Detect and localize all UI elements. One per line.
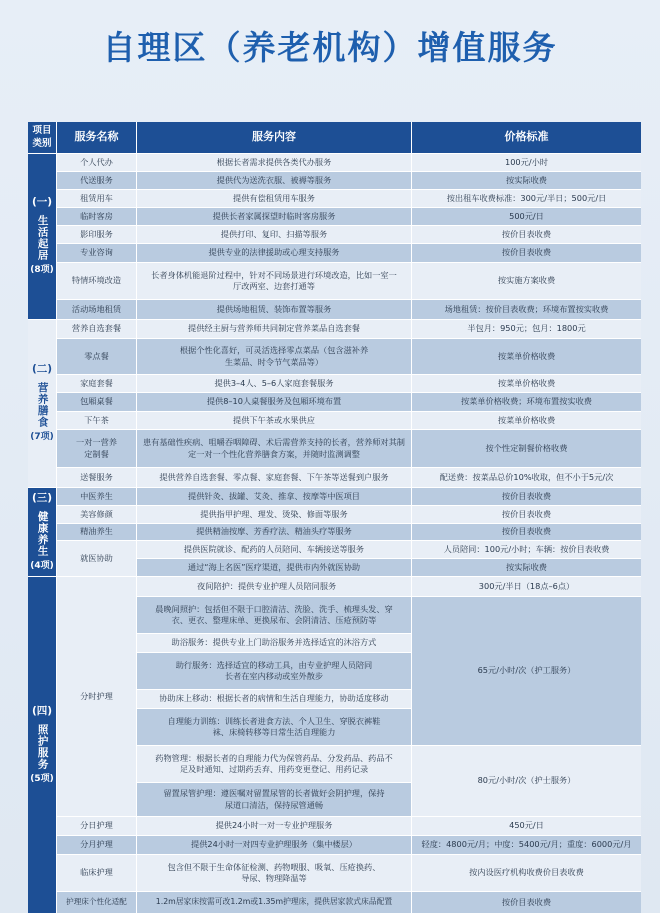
- service-name: 活动场地租赁: [57, 300, 136, 319]
- service-name: 送餐服务: [57, 468, 136, 487]
- table-row: [28, 855, 641, 891]
- table-row: [28, 172, 641, 189]
- service-price: 按菜单价格收费: [412, 339, 641, 374]
- service-price: 按价目表收费: [412, 524, 641, 540]
- category-count: (5项): [30, 773, 54, 784]
- service-price: 100元/小时: [412, 154, 641, 171]
- table-row: [28, 468, 641, 487]
- service-price: 场地租赁：按价目表收费；环境布置按实收费: [412, 300, 641, 319]
- table-row: [28, 559, 641, 576]
- table-row: [28, 320, 641, 338]
- service-name: 下午茶: [57, 412, 136, 429]
- service-content: 提供经主厨与营养师共同制定营养菜品自选套餐: [137, 320, 411, 338]
- service-price: 按价目表收费: [412, 226, 641, 243]
- service-price: 按实际收费: [412, 172, 641, 189]
- service-content: 根据个性化喜好，可灵活选择零点菜品（包含滋补养生菜品、时令节气菜品等）: [137, 339, 411, 374]
- service-price: 按内设医疗机构收费价目表收费: [412, 855, 641, 891]
- service-name: 护理床个性化适配: [57, 892, 136, 913]
- header-price: 价格标准: [412, 122, 641, 153]
- table-row: [28, 244, 641, 262]
- service-content: 提供打印、复印、扫描等服务: [137, 226, 411, 243]
- table-row: [28, 541, 641, 558]
- category-name: 营养膳食: [36, 382, 49, 429]
- service-name: 租赁用车: [57, 190, 136, 207]
- table-row: [28, 208, 641, 225]
- service-name: 影印服务: [57, 226, 136, 243]
- service-price: 按价目表收费: [412, 244, 641, 262]
- service-name: 精油养生: [57, 524, 136, 540]
- service-name: 一对一营养定制餐: [57, 430, 136, 467]
- service-name: 特情环境改造: [57, 263, 136, 299]
- table-row: [28, 154, 641, 171]
- table-header: [28, 122, 641, 153]
- service-name: 代送服务: [57, 172, 136, 189]
- service-price: 轻度：4800元/月；中度：5400元/月；重度：6000元/月: [412, 836, 641, 854]
- service-content: 提供3–4人、5–6人家庭套餐服务: [137, 375, 411, 392]
- category-count: (7项): [30, 432, 54, 443]
- service-name: 零点餐: [57, 339, 136, 374]
- service-content: 留置尿管护理：遵医嘱对留置尿管的长者做好会阴护理，保持尿道口清洁，保持尿管通畅: [137, 783, 411, 816]
- service-price: 半包月：950元；包月：1800元: [412, 320, 641, 338]
- service-price: 65元/小时/次（护工服务）: [412, 597, 641, 745]
- service-name: 营养自选套餐: [57, 320, 136, 338]
- service-content: 协助床上移动：根据长者的病情和生活自理能力，协助适度移动: [137, 690, 411, 708]
- service-table: [28, 122, 641, 913]
- service-price: 按价目表收费: [412, 892, 641, 913]
- service-price: 500元/日: [412, 208, 641, 225]
- service-price: 80元/小时/次（护士服务）: [412, 746, 641, 816]
- service-price: 按价目表收费: [412, 488, 641, 505]
- table-row: [28, 430, 641, 467]
- table-row: [28, 339, 641, 374]
- service-content: 提供场地租赁、装饰布置等服务: [137, 300, 411, 319]
- service-content: 患有基础性疾病、咀嚼吞咽障碍、术后需营养支持的长者，营养师对其制定一对一个性化营养膳食方案，并随时监测调整: [137, 430, 411, 467]
- service-content: 药物管理：根据长者的自理能力代为保管药品、分发药品、药品不足及时通知、过期药丢弃、用药变更登记、用药记录: [137, 746, 411, 782]
- table-row: [28, 375, 641, 392]
- service-price: 300元/半日（18点–6点）: [412, 577, 641, 596]
- service-content: 助行服务：选择适宜的移动工具，由专业护理人员陪同长者在室内移动或室外散步: [137, 653, 411, 689]
- service-name: 专业咨询: [57, 244, 136, 262]
- service-name: 美容修颜: [57, 506, 136, 523]
- category-number: (三): [31, 491, 53, 504]
- category-name: 生活起居: [36, 215, 49, 262]
- service-content: 提供营养自选套餐、零点餐、家庭套餐、下午茶等送餐到户服务: [137, 468, 411, 487]
- service-price: 按价目表收费: [412, 506, 641, 523]
- table-row: [28, 393, 641, 411]
- service-content: 夜间陪护：提供专业护理人员陪同服务: [137, 577, 411, 596]
- service-price: 配送费：按菜品总价10%收取，但不小于5元/次: [412, 468, 641, 487]
- category-count: (4项): [30, 560, 54, 571]
- service-content: 提供8–10人桌餐服务及包厢环境布置: [137, 393, 411, 411]
- service-price: 按出租车收费标准：300元/半日；500元/日: [412, 190, 641, 207]
- table-row: [28, 892, 641, 913]
- service-price: 按个性定制餐价格收费: [412, 430, 641, 467]
- service-content: 提供代为送洗衣服、被褥等服务: [137, 172, 411, 189]
- service-price: 450元/日: [412, 817, 641, 835]
- service-content: 提供专业的法律援助或心理支持服务: [137, 244, 411, 262]
- service-name: 包厢桌餐: [57, 393, 136, 411]
- page-title: 自理区（养老机构）增值服务: [102, 28, 558, 67]
- table-row: [28, 263, 641, 299]
- service-content: 提供长者家属探望时临时客房服务: [137, 208, 411, 225]
- service-name: 临时客房: [57, 208, 136, 225]
- table-row: [28, 226, 641, 243]
- service-content: 提供精油按摩、芳香疗法、精油头疗等服务: [137, 524, 411, 540]
- header-name: 服务名称: [57, 122, 136, 153]
- category-name: 照护服务: [36, 723, 49, 770]
- service-price: 按菜单价格收费: [412, 412, 641, 429]
- header-category: 项目类别: [28, 122, 56, 153]
- service-content: 包含但不限于生命体征检测、药物喂服、吸氧、压疮换药、导尿、物理降温等: [137, 855, 411, 891]
- table-row: [28, 488, 641, 505]
- category-number: (一): [31, 196, 53, 209]
- service-name: 家庭套餐: [57, 375, 136, 392]
- category-name: 健康养生: [36, 510, 49, 557]
- table-row: [28, 506, 641, 523]
- table-row: [28, 836, 641, 854]
- service-content: 提供24小时一对四专业护理服务（集中楼层）: [137, 836, 411, 854]
- header-content: 服务内容: [137, 122, 411, 153]
- service-content: 1.2m居家床按需可改1.2m或1.35m护理床，提供居家款式床品配置: [137, 892, 411, 913]
- service-name: 分时护理: [57, 577, 136, 816]
- service-name: 个人代办: [57, 154, 136, 171]
- service-price: 人员陪同：100元/小时；车辆：按价目表收费: [412, 541, 641, 558]
- service-price: 按菜单价格收费: [412, 375, 641, 392]
- service-content: 晨晚间照护：包括但不限于口腔清洁、洗脸、洗手、梳理头发、穿衣、更衣、整理床单、更换尿布、会阴清洁、压疮预防等: [137, 597, 411, 633]
- service-price: 按实际收费: [412, 559, 641, 576]
- service-content: 提供24小时一对一专业护理服务: [137, 817, 411, 835]
- table-row: [28, 412, 641, 429]
- service-content: 提供有偿租赁用车服务: [137, 190, 411, 207]
- service-name: 分日护理: [57, 817, 136, 835]
- service-content: 根据长者需求提供各类代办服务: [137, 154, 411, 171]
- service-price: 按菜单价格收费；环境布置按实收费: [412, 393, 641, 411]
- service-content: 提供指甲护理、理发、烫染、修面等服务: [137, 506, 411, 523]
- service-content: 提供下午茶或水果供应: [137, 412, 411, 429]
- service-content: 提供针灸、拔罐、艾灸、推拿、按摩等中医项目: [137, 488, 411, 505]
- category-number: (四): [31, 704, 53, 717]
- category-count: (8项): [30, 265, 54, 276]
- table-row: [28, 190, 641, 207]
- table-row: [28, 817, 641, 835]
- service-price: 按实施方案收费: [412, 263, 641, 299]
- service-name: 中医养生: [57, 488, 136, 505]
- table-row: [28, 577, 641, 596]
- service-content: 自理能力训练：训练长者进食方法、个人卫生、穿脱衣裤鞋袜、床椅转移等日常生活自理能力: [137, 709, 411, 745]
- table-row: [28, 524, 641, 540]
- service-content: 提供医院就诊、配药的人员陪同、车辆接送等服务: [137, 541, 411, 558]
- service-name: 分月护理: [57, 836, 136, 854]
- service-content: 长者身体机能退阶过程中，针对不同场景进行环境改造，比如一室一厅改两室、边套打通等: [137, 263, 411, 299]
- service-content: 助浴服务：提供专业上门助浴服务并选择适宜的沐浴方式: [137, 634, 411, 652]
- service-name: 就医协助: [57, 541, 136, 576]
- service-content: 通过“海上名医”医疗渠道，提供市内外就医协助: [137, 559, 411, 576]
- service-name: 临床护理: [57, 855, 136, 891]
- table-row: [28, 300, 641, 319]
- category-number: (二): [31, 363, 53, 376]
